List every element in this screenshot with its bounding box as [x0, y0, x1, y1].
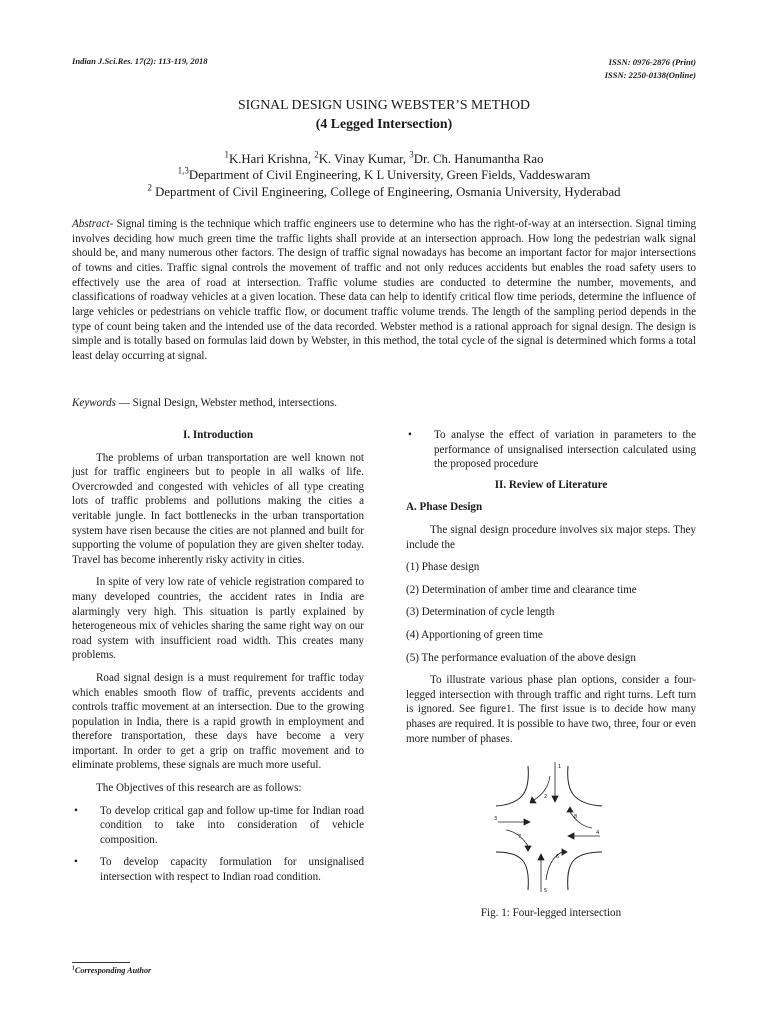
figure-label-8: 8 — [574, 814, 578, 820]
step-5: (5) The performance evaluation of the above design — [406, 651, 636, 664]
objective-text-1: To develop critical gap and follow up-time for Indian road condition to take into consideration of vehicle composition. — [100, 804, 364, 846]
left-column — [72, 428, 364, 885]
step-1: (1) Phase design — [406, 561, 480, 574]
keywords-text: — Signal Design, Webster method, intersections. — [115, 397, 338, 409]
section-heading-review: II. Review of Literature — [494, 478, 608, 491]
figure-label-5: 5 — [544, 888, 548, 894]
figure-label-3: 3 — [494, 816, 498, 822]
arrow-head-icon — [524, 819, 530, 825]
intersection-figure — [488, 760, 608, 896]
issn-online: ISSN: 2250-0138(Online) — [604, 69, 696, 80]
author-1-sup: 1 — [224, 149, 229, 160]
footnote-rule — [72, 962, 130, 963]
paper-subtitle: (4 Legged Intersection) — [315, 116, 453, 131]
road-edge-top-left — [496, 766, 528, 806]
step-2: (2) Determination of amber time and clearance time — [406, 583, 637, 596]
affiliation-2-text: Department of Civil Engineering, College of Engineering, Osmania University, Hyderabad — [151, 185, 621, 199]
figure-label-4: 4 — [596, 830, 600, 836]
intro-paragraph-2: In spite of very low rate of vehicle registration compared to many developed countries, the accident rates in India are alarmingly very high. This situation is partly explained by heterogeneous mix of vehicles sharing the same right way on our road system with insufficient road width. This creates many problems. — [72, 576, 364, 662]
affiliation-1-text: Department of Civil Engineering, K L University, Green Fields, Vaddeswaram — [188, 168, 591, 182]
objective-bullet-2 — [72, 855, 364, 884]
right-column — [406, 428, 696, 746]
objective-bullet-1 — [72, 804, 364, 848]
abstract — [72, 217, 696, 364]
step-3: (3) Determination of cycle length — [406, 606, 555, 619]
bullet-icon: • — [408, 429, 412, 441]
road-edge-bottom-left — [496, 852, 528, 890]
arrow-head-icon — [568, 833, 574, 839]
intro-paragraph-4: The Objectives of this research are as follows: — [96, 782, 302, 795]
arrow-head-icon — [562, 849, 567, 855]
review-paragraph-1: The signal design procedure involves six major steps. They include the — [406, 523, 696, 551]
figure-label-7: 7 — [518, 834, 522, 840]
abstract-label: Abstract — [72, 218, 110, 230]
affiliation-1-sup: 1,3 — [177, 165, 189, 176]
arrow-head-icon — [552, 796, 558, 802]
keywords — [72, 397, 337, 409]
road-edge-bottom-right — [568, 852, 602, 890]
road-edge-top-right — [568, 766, 602, 806]
arrow-head-icon — [525, 846, 531, 851]
objective-text-3: To analyse the effect of variation in parameters to the performance of unsignalised intersection calculated using the proposed procedure — [434, 429, 696, 471]
affiliation-1 — [0, 166, 768, 185]
intro-paragraph-1: The problems of urban transportation are well known not just for traffic engineers but to people in all walks of life. Overcrowded and congested with vehicles of all type creating lots of traffic problems and pollutions making the cities a veritable jungle. In fact bottlenecks in the urban transportation system have risen because the cities are not planned and built for supporting the volume of population they are given shelter today. Travel has become inherently risky activity in cities. — [72, 451, 364, 566]
footnote-text: Corresponding Author — [74, 966, 152, 975]
journal-reference: Indian J.Sci.Res. 17(2): 113-119, 2018 — [72, 56, 208, 66]
author-2-sup: 2 — [314, 149, 319, 160]
movement-6-curve — [546, 852, 562, 880]
bullet-icon: • — [74, 856, 78, 869]
author-2: K. Vinay Kumar, — [318, 152, 410, 166]
objective-bullet-3 — [406, 428, 696, 472]
figure-caption: Fig. 1: Four-legged intersection — [480, 907, 622, 919]
abstract-text: - Signal timing is the technique which traffic engineers use to determine who has the right-of-way at an intersection. Signal timing involves deciding how much green time the traffic lights shall provide at an intersection approach. How long the pedestrian walk signal should be, and many numerous other factors. The design of traffic signal nowadays has become an important factor for major intersections of towns and cities. Traffic signal controls the movement of traffic and not only reduces accidents but enables the road safety users to effectively use the area of road at intersection. Traffic volume studies are conducted to determine the number, movements, and classifications of roadway vehicles at a given location. These data can help to identify critical flow time periods, determine the influence of large vehicles or pedestrians on vehicle traffic flow, or document traffic volume trends. The length of the sampling period depends in the type of count being taken and the intended use of the data recorded. Webster method is a rational approach for signal design. The design is simple and is totally based on formulas laid down by Webster, in this method, the total cycle of the signal is determined which forms a total least delay occurring at signal. — [72, 218, 696, 362]
review-paragraph-2: To illustrate various phase plan options, consider a four-legged intersection with through traffic and right turns. Left turn is ignored. See figure1. The first issue is to decide how many phases are required. It is possible to have two, three, four or even more number of phases. — [406, 674, 696, 745]
step-4: (4) Apportioning of green time — [406, 628, 543, 641]
movement-2-curve — [534, 776, 550, 800]
affiliation-2 — [0, 183, 768, 202]
figure-label-6: 6 — [556, 854, 560, 860]
author-3: Dr. Ch. Hanumantha Rao — [413, 152, 544, 166]
section-heading-introduction: I. Introduction — [182, 429, 254, 441]
paper-title: SIGNAL DESIGN USING WEBSTER’S METHOD — [237, 97, 531, 112]
footnote — [72, 966, 151, 975]
author-1: K.Hari Krishna, — [228, 152, 315, 166]
issn-print: ISSN: 0976-2876 (Print) — [608, 57, 696, 67]
figure-label-2: 2 — [544, 794, 548, 800]
subsection-heading-phase-design: A. Phase Design — [406, 501, 483, 514]
author-3-sup: 3 — [409, 149, 414, 160]
arrow-head-icon — [567, 807, 573, 812]
bullet-icon: • — [74, 804, 78, 817]
footnote-sup: 1 — [72, 965, 75, 972]
arrow-head-icon — [530, 797, 536, 803]
objective-text-2: To develop capacity formulation for unsignalised intersection with respect to Indian road condition. — [100, 856, 364, 884]
affiliation-2-sup: 2 — [147, 182, 152, 193]
figure-label-1: 1 — [558, 764, 562, 770]
issn-block — [605, 56, 696, 81]
keywords-label: Keywords — [72, 397, 116, 409]
arrow-head-icon — [538, 854, 544, 860]
intro-paragraph-3: Road signal design is a must requirement for traffic today which enables smooth flow of traffic, prevents accidents and controls traffic movement at an intersection. Due to the growing population in India, there is a rapid growth in employment and therefore transportation, these days have become a very important. In order to get a grip on traffic movement and to eliminate problems, these signals are much more useful. — [72, 671, 364, 772]
movement-7-curve — [506, 830, 528, 846]
